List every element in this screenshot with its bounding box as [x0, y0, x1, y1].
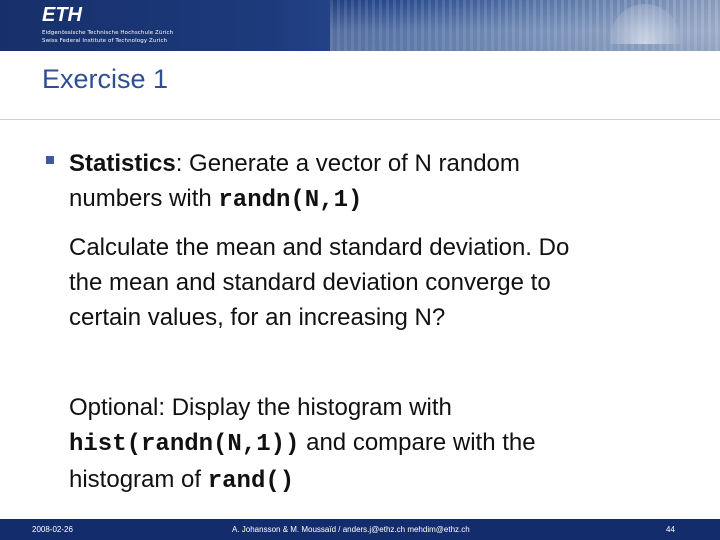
optional-line3-prefix: histogram of: [69, 466, 208, 493]
paragraph2-line-2: the mean and standard deviation converge to: [69, 269, 551, 296]
institution-name-de: Eidgenössische Technische Hochschule Zürich: [42, 30, 174, 36]
slide-title: Exercise 1: [42, 64, 169, 94]
title-divider: [0, 119, 720, 120]
optional-line-1: Optional: Display the histogram with: [69, 394, 452, 421]
eth-logo-mark: [42, 4, 90, 24]
paragraph-mean-std: [69, 230, 709, 335]
optional-line-3: [69, 462, 709, 499]
eth-logo: [42, 4, 172, 48]
institution-name-en: Swiss Federal Institute of Technology Zurich: [42, 38, 168, 44]
bullet-square-icon: [46, 156, 54, 164]
paragraph-optional: [69, 390, 709, 499]
paragraph2-line-3: certain values, for an increasing N?: [69, 304, 446, 331]
eth-logo-text: ETH: [42, 4, 82, 24]
page-number: 44: [666, 525, 675, 534]
bullet-term: Statistics: [69, 150, 176, 177]
paragraph2-line-1: Calculate the mean and standard deviation. Do: [69, 234, 570, 261]
optional-line2-suffix: and compare with the: [299, 429, 536, 456]
code-hist: hist(randn(N,1)): [69, 431, 300, 458]
header-banner: [0, 0, 720, 51]
footer-bar: [0, 519, 720, 540]
footer-date: 2008-02-26: [32, 525, 73, 534]
bullet-text: [69, 146, 709, 218]
bullet-text-after-term: : Generate a vector of N random: [175, 150, 520, 177]
bullet-line-2: [69, 181, 709, 218]
bullet-line-1: [69, 146, 709, 181]
code-rand: rand(): [207, 468, 295, 495]
footer-authors: A. Johansson & M. Moussaïd / anders.j@ethz.ch mehdim@ethz.ch: [232, 525, 470, 534]
code-randn: randn(N,1): [218, 187, 363, 214]
bullet-line2-prefix: numbers with: [69, 185, 219, 212]
optional-line-2: [69, 425, 709, 462]
